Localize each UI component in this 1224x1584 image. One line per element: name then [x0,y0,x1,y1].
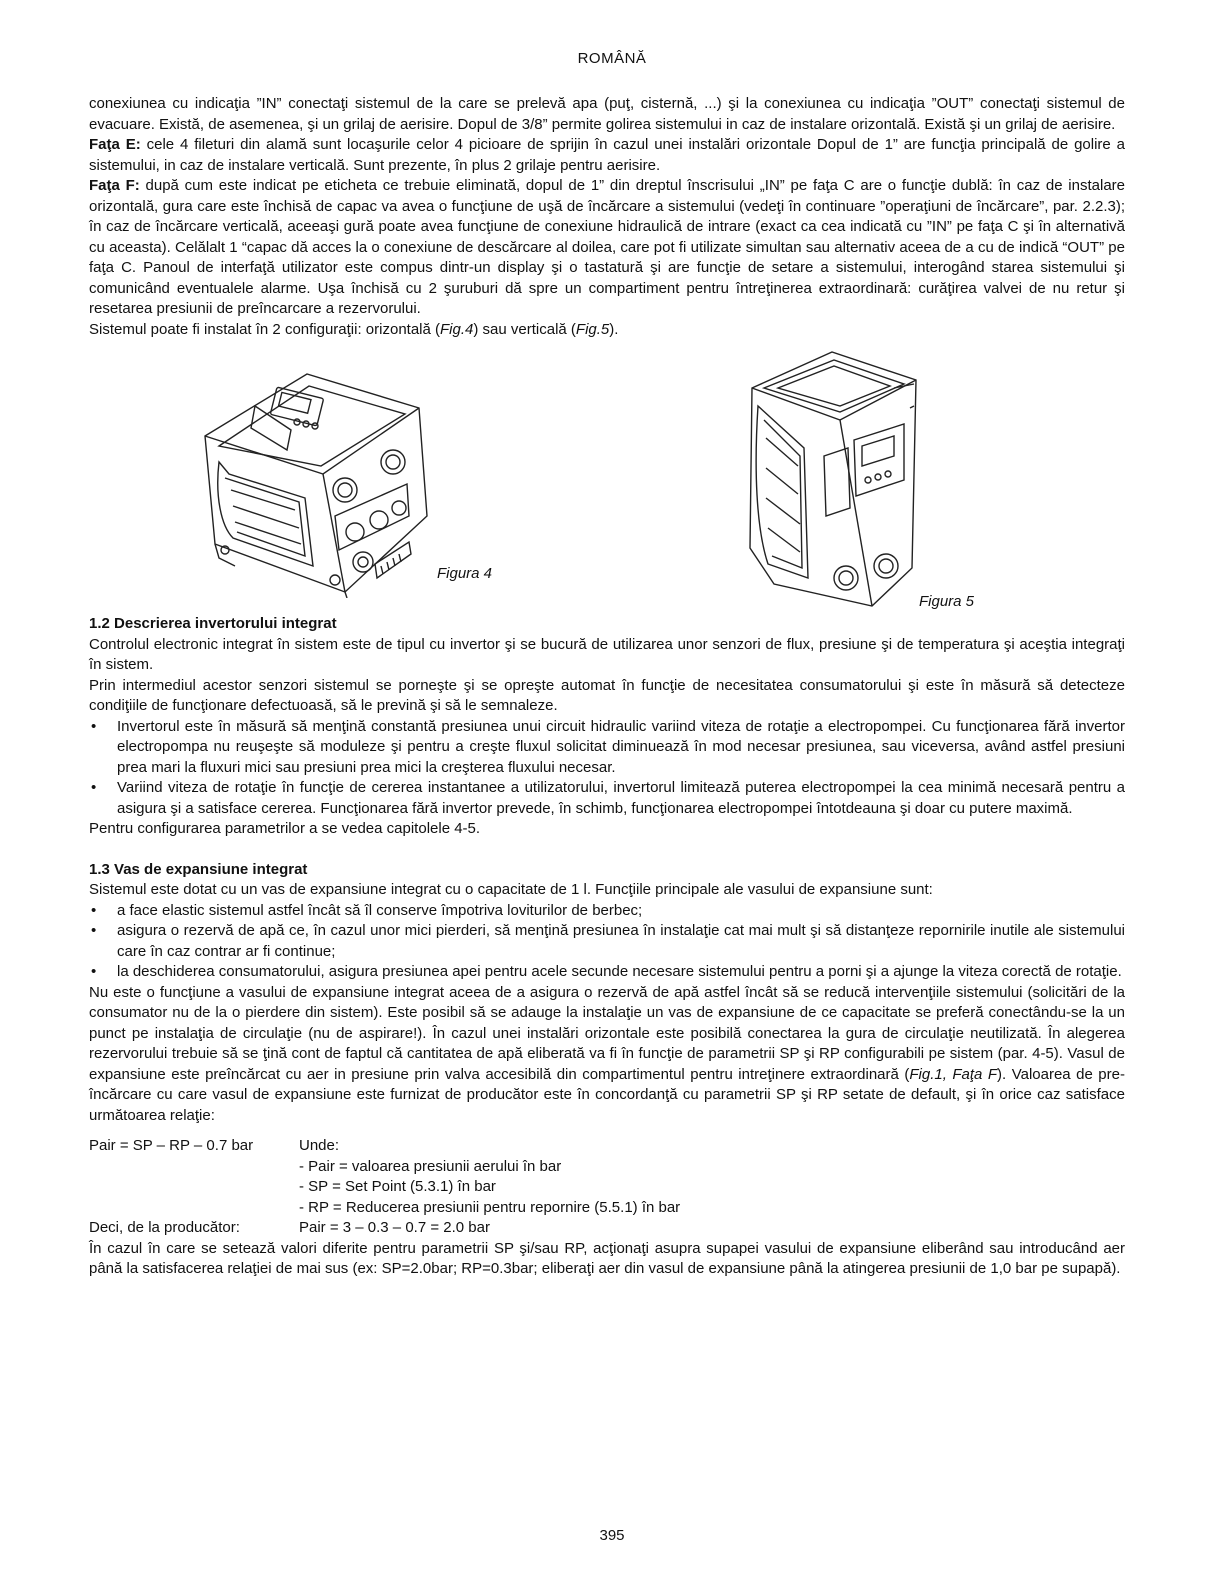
list-item: • Variind viteza de rotaţie în funcţie de cererea instantanee a utilizatorului, invertorul limitează puterea electropompei la cea minimă necesară pentru a asigura şi a satisface cererea. Funcţionarea fără invertor prevede, în schimb, funcţionarea electropompei întotdeauna şi doar cu putere maximă. [117,778,1125,819]
list-item: • a face elastic sistemul astfel încât să îl conserve împotriva loviturilor de berbec; [117,901,1125,922]
face-f-label: Faţa F: [89,177,140,194]
formula-producer-label: Deci, de la producător: [89,1219,240,1236]
face-f-text: după cum este indicat pe eticheta ce trebuie eliminată, dopul de 1” din dreptul înscrisului „IN” pe faţa C are o funcţie dublă: în caz de instalare orizontală, gura care este închisă de capac va avea o funcţiune de uşă de încărcare a sistemului (vedeţi în continuare ”operaţiuni de încărcare”, par. 2.2.3); în caz de încărcare verticală, aceeaşi gură poate avea funcţiune de conexiune hidraulică de intrare (exact ca cea indicată cu ”IN” pe faţa C şi în alternativă cu aceasta). Celălalt 1 “capac dă acces la o conexiune de descărcare al doilea, care pot fi utilizate simultan sau alternativ aceea de a cu de indică “OUT” pe faţa C. Panoul de interfaţă utilizator este compus dintr-un display şi o tastatură şi are funcţie de setare a sistemului, interogând starea sistemului şi comunicând eventualele alarme. Uşa închisă cu 2 şuruburi dă spre un compartiment pentru întreţinerea extraordinară: curăţirea valvei de nu retur şi resetarea presiunii de preîncarcare a rezervorului. [89,177,1125,317]
figure-5-illustration [744,348,924,610]
page-number: 395 [599,1527,625,1544]
figures-row [89,352,1125,614]
section-1-2-paragraph-1: Controlul electronic integrat în sistem este de tipul cu invertor şi se bucură de utilizarea unor senzori de flux, presiune şi de temperatura şi aceştia integraţi în sistem. [89,635,1125,673]
config-text-c: ). [609,320,619,338]
list-item: • Invertorul este în măsură să menţină constantă presiunea unui circuit hidraulic variind viteza de rotaţie a electropompei. Cu funcţionarea fără invertor electropompa nu reuşeşte să moduleze şi pentru a creşte fluxul solicitat diminuează în mod necesar presiunea, sau viceversa, având astfel presiuni prea mari la fluxuri mici sau presiuni prea mici la creşterea fluxului necesar. [117,717,1125,779]
page-header-language: ROMÂNĂ [577,50,647,67]
section-1-2-title: 1.2 Descrierea invertorului integrat [89,615,337,632]
face-e-paragraph [89,135,1125,176]
section-1-3-bullet-list [89,901,1125,983]
section-1-2-bullet-list [89,717,1125,820]
section-1-3-paragraph-3: În cazul în care se setează valori diferite pentru parametrii SP şi/sau RP, acţionaţi asupra supapei vasului de expansiune eliberând sau introducând aer până la satisfacerea relaţiei de mai sus (ex: SP=2.0bar; RP=0.3bar; eliberaţi aer din vasul de expansiune până la atingerea presiunii de 1,0 bar pe supapă). [89,1239,1125,1277]
figure-4-illustration [195,366,445,598]
figure-1-face-f-ref: Fig.1, Faţa F [909,1065,998,1083]
section-1-2-paragraph-3: Pentru configurarea parametrilor a se vedea capitolele 4-5. [89,820,481,837]
config-paragraph [89,320,1125,341]
paragraph-text-a: Nu este o funcţiune a vasului de expansiune integrat aceea de a asigura o rezervă de apă astfel încât să se reducă intervenţiile sistemului (solicitări de la consumator nu de la o pierdere din sistem). Este posibil să se adauge la instalaţie un vas de expansiune de ce capacitate se preferă conectându-se la un punct pe instalaţia de circulaţie (nu de aspirare!). În cazul unei instalări orizontale este posibilă conectarea la gura de circulaţie neutilizată. În alegerea rezervorului trebuie să se ţină cont de faptul că cantitatea de apă eliberată va fi în funcţie de parametrii SP şi RP configurabili pe sistem (par. 4-5). Vasul de expansiune este preîncărcat cu aer in presiune prin valva accesibilă din compartimentul pentru intreţinere extraordinară ( [89,983,1125,1083]
formula-def-sp: - SP = Set Point (5.3.1) în bar [299,1178,496,1195]
face-e-text: cele 4 fileturi din alamă sunt locaşurile celor 4 picioare de sprijin în cazul unei instalări orizontale Dopul de 1” are funcţia principală de golire a sistemului, in caz de instalare verticală. Sunt prezente, în plus 2 grilaje pentru aerisire. [89,136,1125,174]
face-e-label: Faţa E: [89,136,141,153]
config-fig5-ref: Fig.5 [575,320,610,338]
paragraph-text-b: ). Valoarea de pre-încărcare cu care vasul de expansiune este furnizat de producător este în concordanţă cu parametrii SP şi RP setate de default, şi în orice caz satisface următoarea relaţie: [89,1065,1125,1124]
document-body [89,94,1125,1280]
section-1-3-paragraph-2 [89,983,1125,1127]
formula-equation: Pair = SP – RP – 0.7 bar [89,1137,254,1154]
formula-def-pair: - Pair = valoarea presiunii aerului în bar [299,1157,562,1175]
figure-4-caption: Figura 4 [437,565,493,582]
section-1-3-paragraph-1: Sistemul este dotat cu un vas de expansiune integrat cu o capacitate de 1 l. Funcţiile principale ale vasului de expansiune sunt: [89,881,933,898]
list-item: • la deschiderea consumatorului, asigura presiunea apei pentru acele secunde necesare sistemului pentru a porni şi a ajunge la viteza corectă de rotaţie. [117,962,1125,983]
formula-producer-value: Pair = 3 – 0.3 – 0.7 = 2.0 bar [299,1219,490,1236]
formula-where: Unde: [299,1137,340,1154]
config-text-a: Sistemul poate fi instalat în 2 configuraţii: orizontală ( [89,320,441,338]
intro-paragraph: conexiunea cu indicaţia ”IN” conectaţi sistemul de la care se prelevă apa (puţ, cisternă, ...) şi la conexiunea cu indicaţia ”OUT” conectaţi sistemul de evacuare. Există, de asemenea, şi un grilaj de aerisire. Dopul de 3/8” permite golirea sistemului in caz de instalare orizontală. Există şi un grilaj de aerisire. [89,95,1125,133]
config-fig4-ref: Fig.4 [440,320,474,338]
config-text-b: ) sau verticală ( [473,320,576,338]
section-1-3-title: 1.3 Vas de expansiune integrat [89,860,308,878]
face-f-paragraph [89,176,1125,320]
list-item: • asigura o rezervă de apă ce, în cazul unor mici pierderi, să menţină presiunea în instalaţie cat mai mult şi să distanţeze repornirile inutile ale sistemului care în caz contrar ar fi continue; [117,921,1125,962]
pressure-formula [89,1136,1125,1239]
formula-definitions [299,1136,1125,1218]
section-1-2-paragraph-2: Prin intermediul acestor senzori sistemul se porneşte şi se opreşte automat în funcţie de necesitatea consumatorului şi este în măsură să detecteze condiţiile de funcţionare defectuoasă, să le prevină şi să le semnaleze. [89,676,1125,714]
figure-5-caption: Figura 5 [919,593,975,610]
formula-def-rp: - RP = Reducerea presiunii pentru repornire (5.5.1) în bar [299,1198,681,1216]
